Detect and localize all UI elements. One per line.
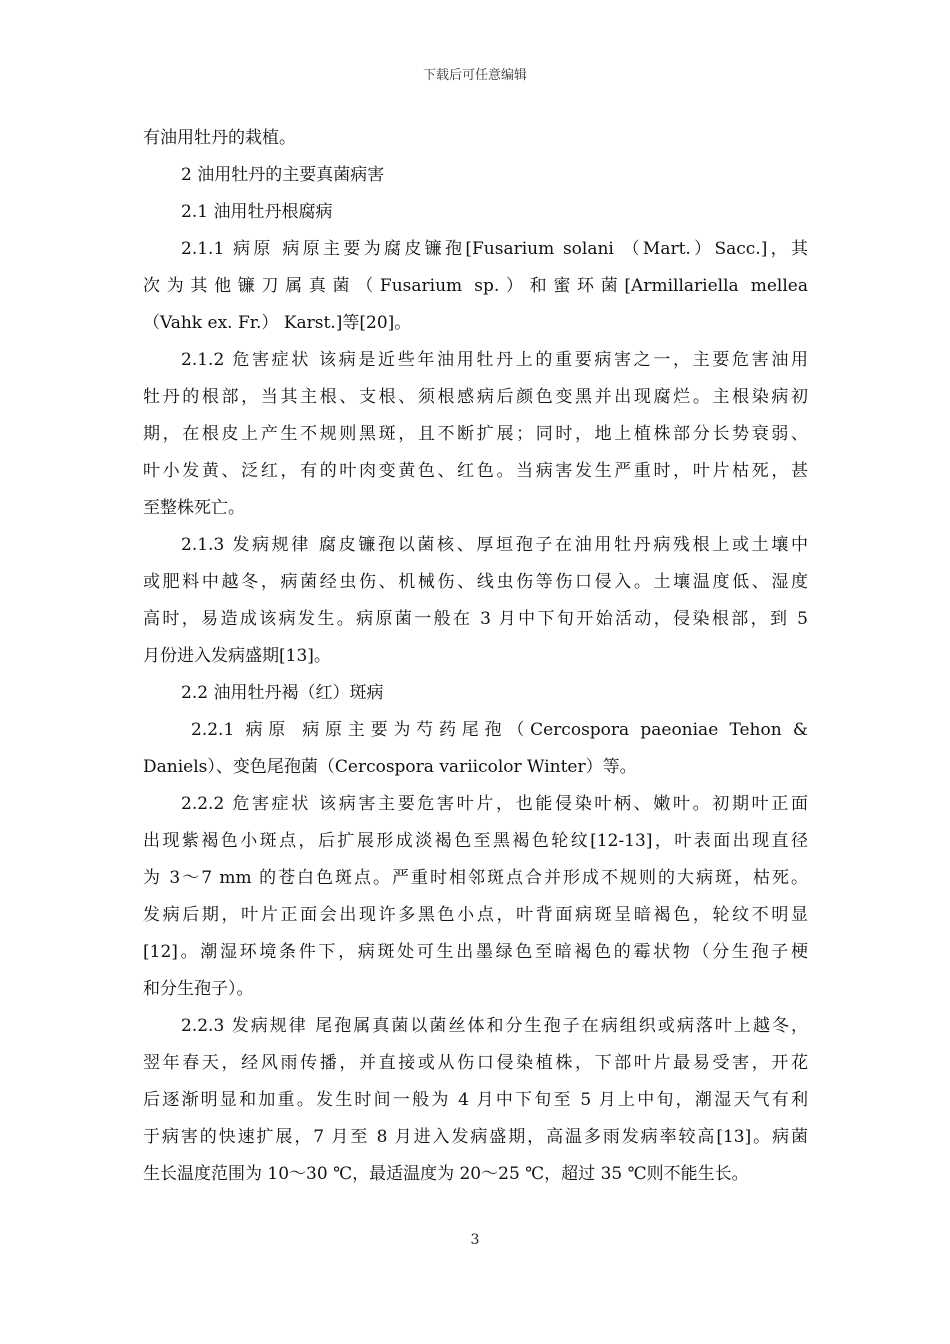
body-line: 叶小发黄、泛红，有的叶肉变黄色、红色。当病害发生严重时，叶片枯死，甚 (143, 461, 808, 481)
body-line: （Vahk ex. Fr.） Karst.]等[20]。 (143, 313, 412, 333)
body-line: 2.2.2 危害症状 该病害主要危害叶片，也能侵染叶柄、嫩叶。初期叶正面 (181, 794, 808, 814)
body-line: 翌年春天，经风雨传播，并直接或从伤口侵染植株，下部叶片最易受害，开花 (143, 1053, 808, 1073)
section-heading: 2 油用牡丹的主要真菌病害 (181, 165, 385, 185)
body-line: 于病害的快速扩展，7 月至 8 月进入发病盛期，高温多雨发病率较高[13]。病菌 (143, 1127, 808, 1147)
body-line: 2.2.3 发病规律 尾孢属真菌以菌丝体和分生孢子在病组织或病落叶上越冬， (181, 1016, 808, 1036)
body-line: 期，在根皮上产生不规则黑斑，且不断扩展；同时，地上植株部分长势衰弱、 (143, 424, 808, 444)
subsection-heading: 2.2 油用牡丹褐（红）斑病 (181, 683, 384, 703)
body-line: 至整株死亡。 (143, 498, 245, 518)
body-line: [12]。潮湿环境条件下，病斑处可生出墨绿色至暗褐色的霉状物（分生孢子梗 (143, 942, 808, 962)
subsection-heading: 2.1 油用牡丹根腐病 (181, 202, 333, 222)
body-line: 为 3～7 mm 的苍白色斑点。严重时相邻斑点合并形成不规则的大病斑，枯死。 (143, 868, 808, 888)
body-line: 或肥料中越冬，病菌经虫伤、机械伤、线虫伤等伤口侵入。土壤温度低、湿度 (143, 572, 808, 592)
page-header: 下载后可任意编辑 (422, 68, 527, 83)
body-line: 2.2.1 病原 病原主要为芍药尾孢（Cercospora paeoniae Tehon & (191, 720, 808, 740)
body-line: 月份进入发病盛期[13]。 (143, 646, 331, 666)
body-line: 2.1.3 发病规律 腐皮镰孢以菌核、厚垣孢子在油用牡丹病残根上或土壤中 (181, 535, 808, 555)
document-body (143, 120, 808, 1193)
body-line: 出现紫褐色小斑点，后扩展形成淡褐色至黑褐色轮纹[12-13]，叶表面出现直径 (143, 831, 808, 851)
body-line: 生长温度范围为 10～30 ℃，最适温度为 20～25 ℃，超过 35 ℃则不能生长。 (143, 1164, 749, 1184)
body-line: 次为其他镰刀属真菌（Fusarium sp.）和蜜环菌[Armillariella mellea (143, 276, 808, 296)
body-line: 发病后期，叶片正面会出现许多黑色小点，叶背面病斑呈暗褐色，轮纹不明显 (143, 905, 808, 925)
body-line: 2.1.2 危害症状 该病是近些年油用牡丹上的重要病害之一，主要危害油用 (181, 350, 808, 370)
body-line: 和分生孢子）。 (143, 979, 254, 999)
page-number: 3 (470, 1232, 480, 1248)
body-line: 牡丹的根部，当其主根、支根、须根感病后颜色变黑并出现腐烂。主根染病初 (143, 387, 808, 407)
body-line: 2.1.1 病原 病原主要为腐皮镰孢[Fusarium solani （Mart.）Sacc.]，其 (181, 239, 808, 259)
body-line: 后逐渐明显和加重。发生时间一般为 4 月中下旬至 5 月上中旬，潮湿天气有利 (143, 1090, 808, 1110)
body-line: 高时，易造成该病发生。病原菌一般在 3 月中下旬开始活动，侵染根部，到 5 (143, 609, 808, 629)
body-line: Daniels）、变色尾孢菌（Cercospora variicolor Winter）等。 (143, 757, 637, 777)
body-line: 有油用牡丹的栽植。 (143, 128, 296, 148)
